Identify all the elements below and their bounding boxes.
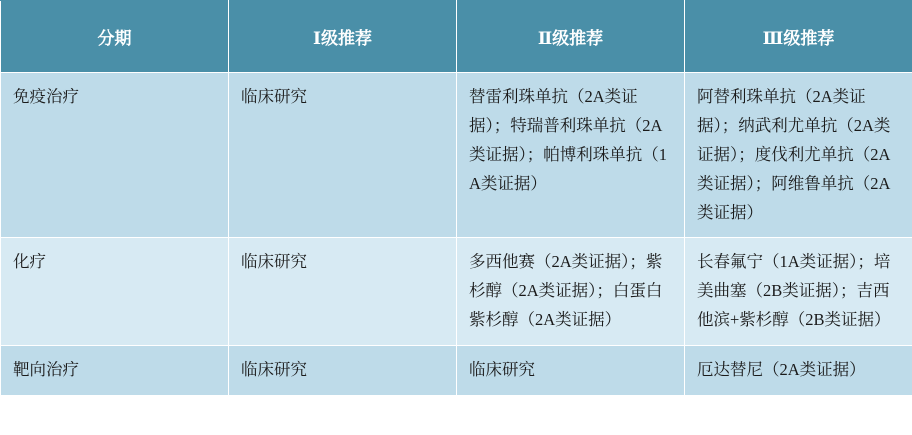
- table-row: [1, 73, 912, 238]
- column-header-level-2: [457, 1, 685, 73]
- cell-level-2: [457, 238, 685, 346]
- cell-level-1: [229, 238, 457, 346]
- cell-stage-text: 靶向治疗: [13, 360, 79, 379]
- cell-level-2-text: 临床研究: [469, 360, 535, 379]
- table-body: [1, 73, 912, 396]
- cell-level-2: [457, 346, 685, 396]
- table-row: [1, 346, 912, 396]
- cell-level-1-text: 临床研究: [241, 252, 307, 272]
- cell-stage-text: 化疗: [13, 252, 46, 272]
- cell-stage-text: 免疫治疗: [13, 87, 79, 106]
- table-header-row: [1, 1, 912, 73]
- column-header-level-1-label: Ⅰ级推荐: [313, 29, 372, 48]
- cell-level-3-text: 厄达替尼（2A类证据）: [697, 360, 866, 379]
- cell-level-2: [457, 73, 685, 238]
- cell-level-1-text: 临床研究: [241, 87, 307, 106]
- cell-level-3-text: 阿替利珠单抗（2A类证据）；纳武利尤单抗（2A类证据）；度伐利尤单抗（2A类证据）；阿维鲁单抗（2A类证据）: [697, 87, 891, 222]
- cell-level-3: [685, 238, 912, 346]
- cell-stage: [1, 346, 229, 396]
- cell-level-2-text: 多西他赛（2A类证据）；紫杉醇（2A类证据）；白蛋白紫杉醇（2A类证据）: [469, 252, 663, 330]
- cell-stage: [1, 73, 229, 238]
- cell-level-3: [685, 346, 912, 396]
- column-header-stage: [1, 1, 229, 73]
- cell-level-3: [685, 73, 912, 238]
- table-row: [1, 238, 912, 346]
- column-header-stage-label: 分期: [97, 29, 132, 48]
- cell-level-2-text: 替雷利珠单抗（2A类证据）；特瑞普利珠单抗（2A类证据）；帕博利珠单抗（1A类证据）: [469, 87, 667, 193]
- column-header-level-3-label: Ⅲ级推荐: [762, 29, 835, 48]
- cell-level-1-text: 临床研究: [241, 360, 307, 379]
- table-header: [1, 1, 912, 73]
- cell-level-1: [229, 346, 457, 396]
- column-header-level-3: [685, 1, 912, 73]
- column-header-level-1: [229, 1, 457, 73]
- column-header-level-2-label: Ⅱ级推荐: [537, 29, 604, 48]
- cell-level-3-text: 长春氟宁（1A类证据）；培美曲塞（2B类证据）；吉西他滨+紫杉醇（2B类证据）: [697, 252, 891, 330]
- cell-stage: [1, 238, 229, 346]
- cell-level-1: [229, 73, 457, 238]
